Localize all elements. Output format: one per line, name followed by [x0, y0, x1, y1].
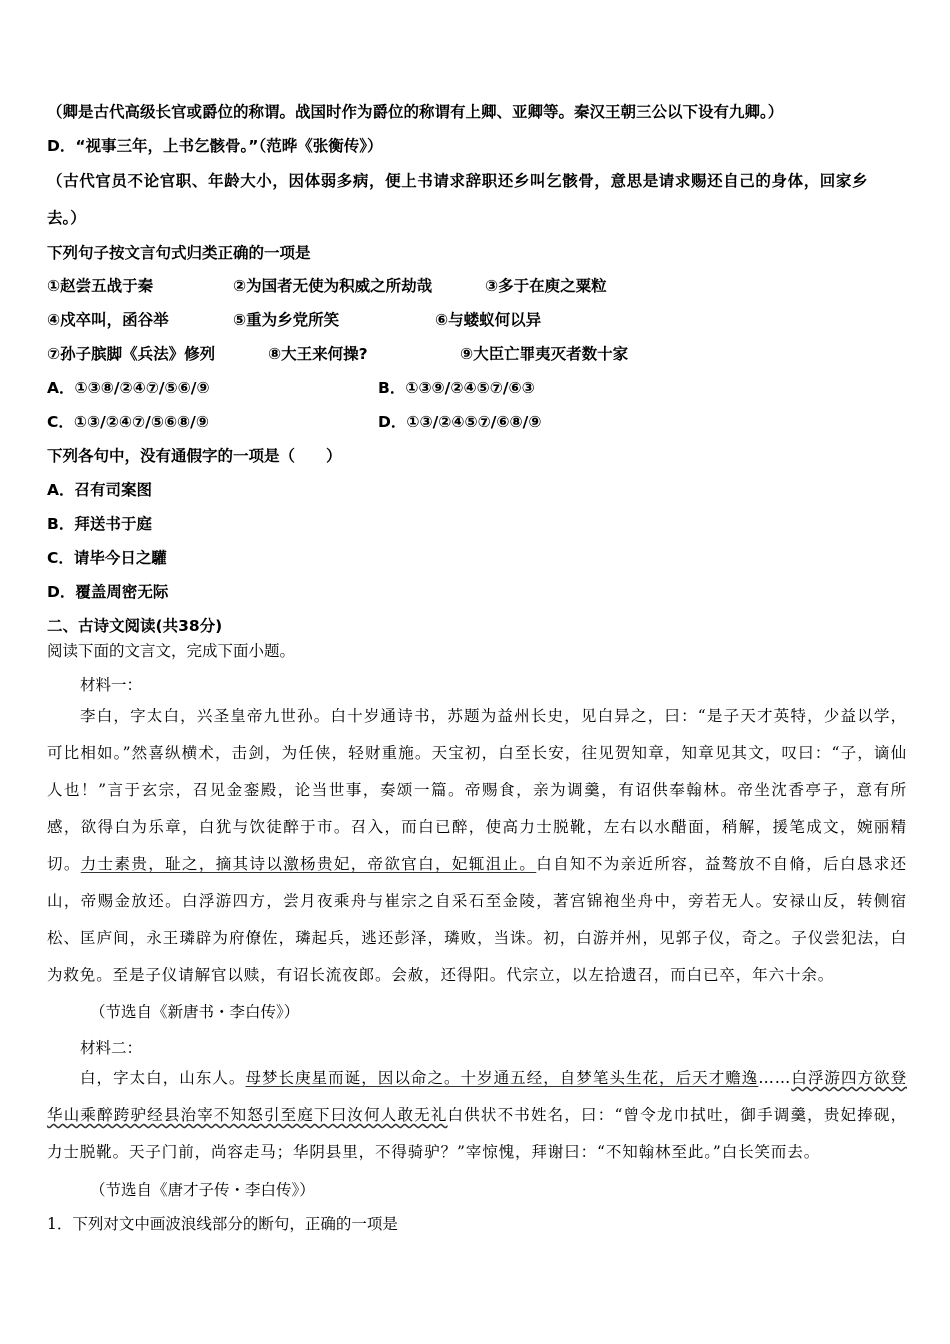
material2-source: （节选自《唐才子传・李白传》） — [90, 1181, 315, 1199]
material1-text-a: 李白，字太白，兴圣皇帝九世孙。白十岁通诗书，苏题为益州长史，见白异之，曰：“是子天才英特，少益以学，可比相如。”然喜纵横术，击剑，为任侠，轻财重施。天宝初，白至长安，往见贺知章，知章见其文，叹曰：“子，谪仙人也！”言于玄宗，召见金銮殿，论当世事，奏颂一篇。帝赐食，亲为调羹，有诏供奉翰林。帝坐沈香亭子，意有所感，欲得白为乐章，白犹与饮徒醉于市。召入，而白已醉，使高力士脱靴，左右以水醋面，稍解，援笔成文，婉丽精切。 — [47, 707, 907, 873]
syntax-item-5: ⑤重为乡党所笑 — [233, 311, 340, 329]
syntax-option-b: B．①③⑨/②④⑤⑦/⑥③ — [378, 379, 535, 397]
syntax-item-2: ②为国者无使为积威之所劫哉 — [233, 277, 433, 295]
tongjia-option-d: D．覆盖周密无际 — [47, 583, 169, 601]
syntax-option-c: C．①③/②④⑦/⑤⑥⑧/⑨ — [47, 413, 209, 431]
section-intro: 阅读下面的文言文，完成下面小题。 — [47, 642, 296, 660]
syntax-item-4: ④戍卒叫，函谷举 — [47, 311, 169, 329]
haigu-note-line2: 去。） — [47, 209, 86, 227]
material2-wavy-passage: 白浮游四方欲登华山乘醉跨驴经县治宰不知怒引至庭下曰汝何人敢无礼 — [47, 1069, 907, 1124]
syntax-option-d: D．①③/②④⑤⑦/⑥⑧/⑨ — [378, 413, 542, 431]
syntax-item-1: ①赵尝五战于秦 — [47, 277, 154, 295]
tongjia-option-b: B．拜送书于庭 — [47, 515, 152, 533]
syntax-item-3: ③多于在庾之粟粒 — [485, 277, 607, 295]
material1-body — [47, 698, 907, 994]
material2-text-a: 白，字太白，山东人。 — [80, 1069, 246, 1087]
material2-label: 材料二： — [80, 1039, 143, 1057]
syntax-option-a: A．①③⑧/②④⑦/⑤⑥/⑨ — [47, 379, 210, 397]
material2-body — [47, 1060, 907, 1171]
material1-label: 材料一： — [80, 676, 143, 694]
material1-source: （节选自《新唐书・李白传》） — [90, 1003, 300, 1021]
tongjia-option-a: A．召有司案图 — [47, 481, 152, 499]
option-d-haigu: D．“视事三年，上书乞骸骨。”（范晔《张衡传》） — [47, 137, 383, 155]
tongjia-question-stem: 下列各句中，没有通假字的一项是（ ） — [47, 447, 342, 465]
syntax-item-8: ⑧大王来何操? — [268, 345, 368, 363]
syntax-item-9: ⑨大臣亡罪夷灭者数十家 — [460, 345, 629, 363]
material1-underlined: 力士素贵，耻之，摘其诗以激杨贵妃，帝欲官白，妃辄沮止。 — [80, 855, 537, 873]
syntax-item-7: ⑦孙子膑脚《兵法》修列 — [47, 345, 216, 363]
haigu-note-line1: （古代官员不论官职、年龄大小，因体弱多病，便上书请求辞职还乡叫乞骸骨，意思是请求赐还自己的身体，回家乡 — [47, 172, 869, 190]
material2-underlined: 母梦长庚星而诞，因以命之。十岁通五经，自梦笔头生花，后天才赡逸 — [245, 1069, 759, 1087]
material1-text-b: 白自知不为亲近所容，益骜放不自脩，后白恳求还山，帝赐金放还。白浮游四方，尝月夜乘舟与崔宗之自采石至金陵，著宫锦袍坐舟中，旁若无人。安禄山反，转侧宿松、匡庐间，永王璘辟为府僚佐，璘起兵，逃还彭泽，璘败，当诛。初，白游并州，见郭子仪，奇之。子仪尝犯法，白为救免。至是子仪请解官以赎，有诏长流夜郎。会赦，还得阳。代宗立，以左拾遗召，而白已卒，年六十余。 — [47, 855, 907, 984]
tongjia-option-c: C．请毕今日之驩 — [47, 549, 167, 567]
material2-ellipsis: …… — [758, 1069, 792, 1087]
material2-text-b: 白供状不书姓名，曰：“曾令龙巾拭吐，御手调羹，贵妃捧砚，力士脱靴。天子门前，尚容走马；华阴县里，不得骑驴？”宰惊愧，拜谢曰：“不知翰林至此。”白长笑而去。 — [47, 1106, 907, 1161]
question-1-stem: 1．下列对文中画波浪线部分的断句，正确的一项是 — [47, 1215, 398, 1233]
syntax-question-stem: 下列句子按文言句式归类正确的一项是 — [47, 244, 311, 262]
qing-note: （卿是古代高级长官或爵位的称谓。战国时作为爵位的称谓有上卿、亚卿等。秦汉王朝三公以下设有九卿。） — [47, 103, 784, 121]
section-title: 二、古诗文阅读(共38分) — [47, 617, 223, 635]
syntax-item-6: ⑥与蝼蚁何以异 — [435, 311, 542, 329]
